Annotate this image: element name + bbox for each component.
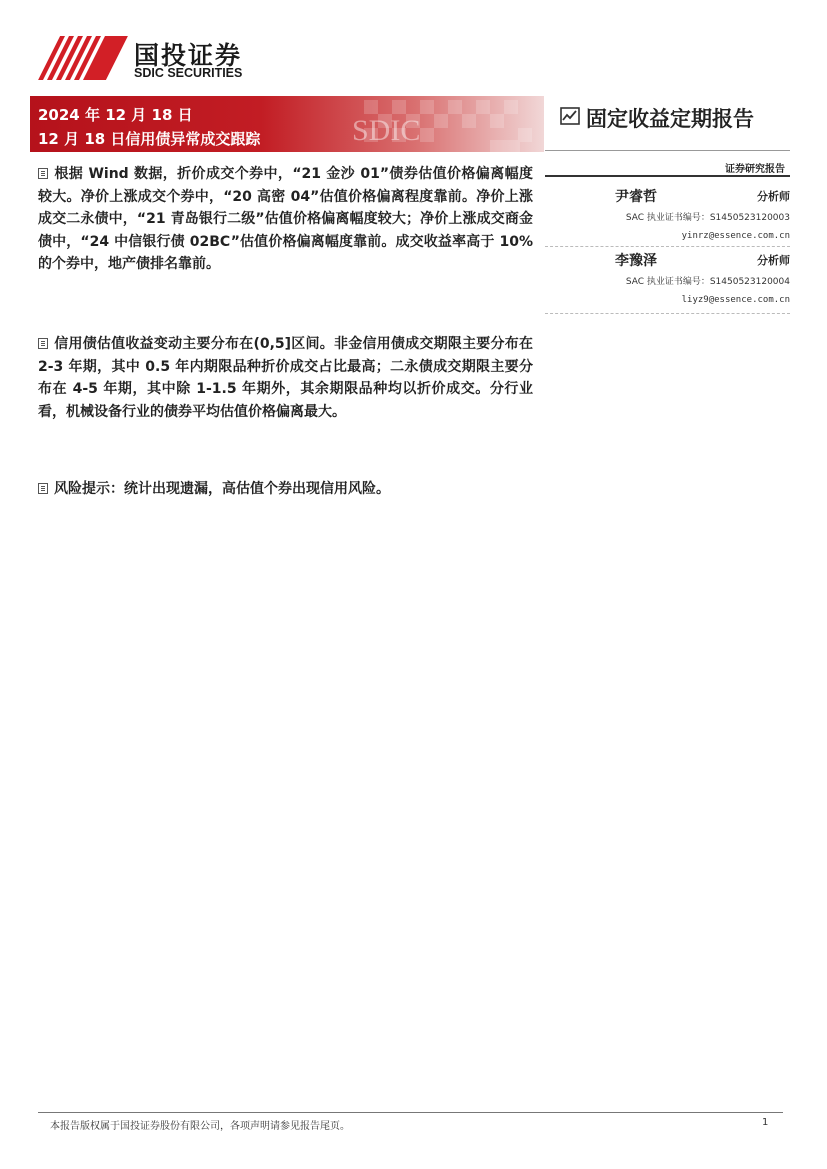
page-number: 1 (762, 1117, 769, 1128)
analyst-divider (545, 313, 790, 314)
analyst-card (545, 250, 790, 314)
list-bullet-icon (38, 338, 48, 349)
analyst-name: 尹睿哲 (615, 189, 657, 205)
company-logo (38, 36, 268, 82)
analyst-divider (545, 246, 790, 247)
header-divider (545, 150, 790, 151)
logo-stripes-icon (38, 36, 128, 80)
analyst-role: 分析师 (757, 190, 790, 203)
summary-paragraph (38, 333, 533, 423)
report-title: 12 月 18 日信用债异常成交跟踪 (38, 130, 261, 148)
report-type-label: 固定收益定期报告 (586, 107, 754, 131)
analyst-name: 李豫泽 (615, 253, 657, 269)
report-date: 2024 年 12 月 18 日 (38, 106, 193, 124)
logo-chinese-text: 国投证券 (134, 41, 243, 70)
paragraph-text: 风险提示：统计出现遗漏，高估值个券出现信用风险。 (54, 481, 390, 497)
banner-watermark: SDIC (352, 114, 421, 147)
footer-disclaimer: 本报告版权属于国投证券股份有限公司，各项声明请参见报告尾页。 (50, 1121, 350, 1132)
report-type-header (560, 103, 800, 133)
risk-warning (38, 478, 533, 501)
list-bullet-icon (38, 483, 48, 494)
list-bullet-icon (38, 168, 48, 179)
summary-paragraph (38, 163, 533, 276)
analyst-sac-number: SAC 执业证书编号：S1450523120004 (625, 277, 790, 287)
title-banner (30, 96, 544, 152)
footer-divider (38, 1112, 783, 1113)
paragraph-text: 根据 Wind 数据，折价成交个券中，“21 金沙 01”债券估值价格偏离幅度较大。净价上涨成交个券中，“20 高密 04”估值价格偏离程度靠前。净价上涨成交二永债中，“21 青岛银行二级”估值价格偏离幅度较大；净价上涨成交商金债中，“24 中信银行债 02BC”估值价格偏离幅度靠前。成交收益率高于 10%的个券中，地产债排名靠前。 (38, 166, 533, 272)
analyst-sac-number: SAC 执业证书编号：S1450523120003 (625, 213, 790, 223)
research-category: 证券研究报告 (725, 164, 785, 175)
analyst-email[interactable]: liyz9@essence.com.cn (681, 295, 790, 305)
analyst-card (545, 186, 790, 250)
analyst-role: 分析师 (757, 254, 790, 267)
banner-decoration (344, 96, 544, 152)
chart-line-icon (560, 107, 580, 125)
analyst-email[interactable]: yinrz@essence.com.cn (681, 231, 790, 241)
logo-english-text: SDIC SECURITIES (134, 66, 243, 80)
header-divider-thick (545, 175, 790, 177)
paragraph-text: 信用债估值收益变动主要分布在(0,5]区间。非金信用债成交期限主要分布在 2-3 年期，其中 0.5 年内期限品种折价成交占比最高；二永债成交期限主要分布在 4-5 年期，其中除 1-1.5 年期外，其余期限品种均以折价成交。分行业看，机械设备行业的债券平均估值价格偏离最大。 (38, 336, 533, 420)
